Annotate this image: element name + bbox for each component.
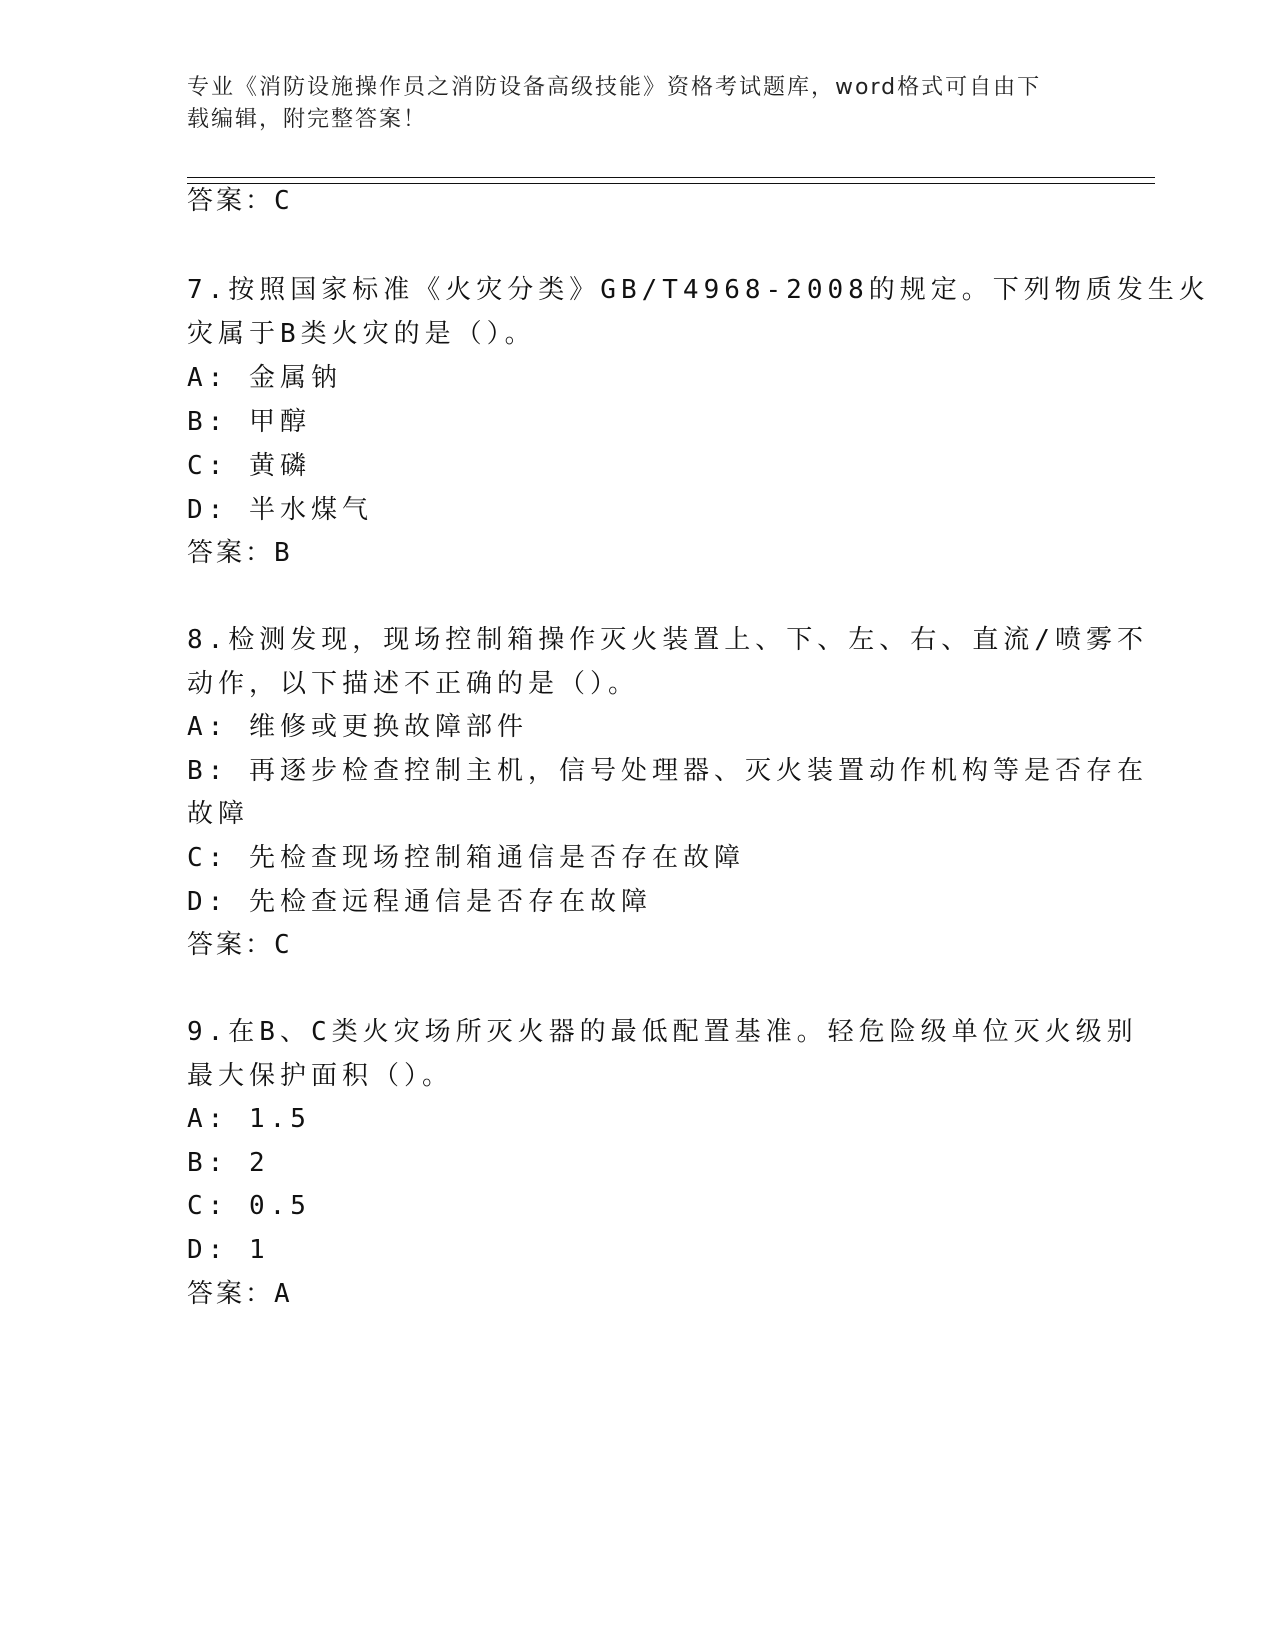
- option-b-continuation: 故障: [187, 799, 250, 829]
- header-line-2: 载编辑，附完整答案！: [187, 107, 428, 132]
- header-divider-top: [187, 177, 1155, 178]
- option-b: B: 甲醇: [187, 407, 311, 437]
- answer-value: C: [274, 930, 293, 960]
- question-stem-line: 8.检测发现，现场控制箱操作灭火装置上、下、左、右、直流/喷雾不: [187, 625, 1148, 655]
- answer-label: 答案：: [187, 930, 275, 960]
- question-stem-line: 最大保护面积（）。: [187, 1061, 454, 1091]
- question-stem-line: 9.在B、C类火灾场所灭火器的最低配置基准。轻危险级单位灭火级别: [187, 1017, 1138, 1047]
- answer-label: 答案：: [187, 186, 275, 216]
- answer-value: A: [274, 1279, 293, 1309]
- answer-value: C: [274, 186, 293, 216]
- option-c: C: 0.5: [187, 1191, 311, 1221]
- question-stem-line: 灾属于B类火灾的是（）。: [187, 319, 536, 349]
- option-c: C: 黄磷: [187, 451, 311, 481]
- option-a: A: 1.5: [187, 1104, 311, 1134]
- option-c: C: 先检查现场控制箱通信是否存在故障: [187, 843, 745, 873]
- question-stem-line: 动作，以下描述不正确的是（）。: [187, 669, 640, 699]
- answer-line: [187, 186, 293, 216]
- option-d: D: 1: [187, 1235, 270, 1265]
- option-d: D: 先检查远程通信是否存在故障: [187, 887, 652, 917]
- header-divider-bottom: [187, 183, 1155, 184]
- option-a: A: 维修或更换故障部件: [187, 712, 528, 742]
- option-a: A: 金属钠: [187, 363, 342, 393]
- option-b: B: 2: [187, 1148, 270, 1178]
- answer-line: [187, 930, 293, 960]
- option-d: D: 半水煤气: [187, 495, 373, 525]
- answer-line: [187, 1279, 293, 1309]
- answer-label: 答案：: [187, 538, 275, 568]
- header-line-1: 专业《消防设施操作员之消防设备高级技能》资格考试题库，word格式可自由下: [187, 75, 1042, 100]
- answer-line: [187, 538, 293, 568]
- answer-value: B: [274, 538, 293, 568]
- question-stem-line: 7.按照国家标准《火灾分类》GB/T4968-2008的规定。下列物质发生火: [187, 275, 1210, 305]
- option-b: B: 再逐步检查控制主机，信号处理器、灭火装置动作机构等是否存在: [187, 756, 1148, 786]
- answer-label: 答案：: [187, 1279, 275, 1309]
- document-header: [187, 72, 1087, 136]
